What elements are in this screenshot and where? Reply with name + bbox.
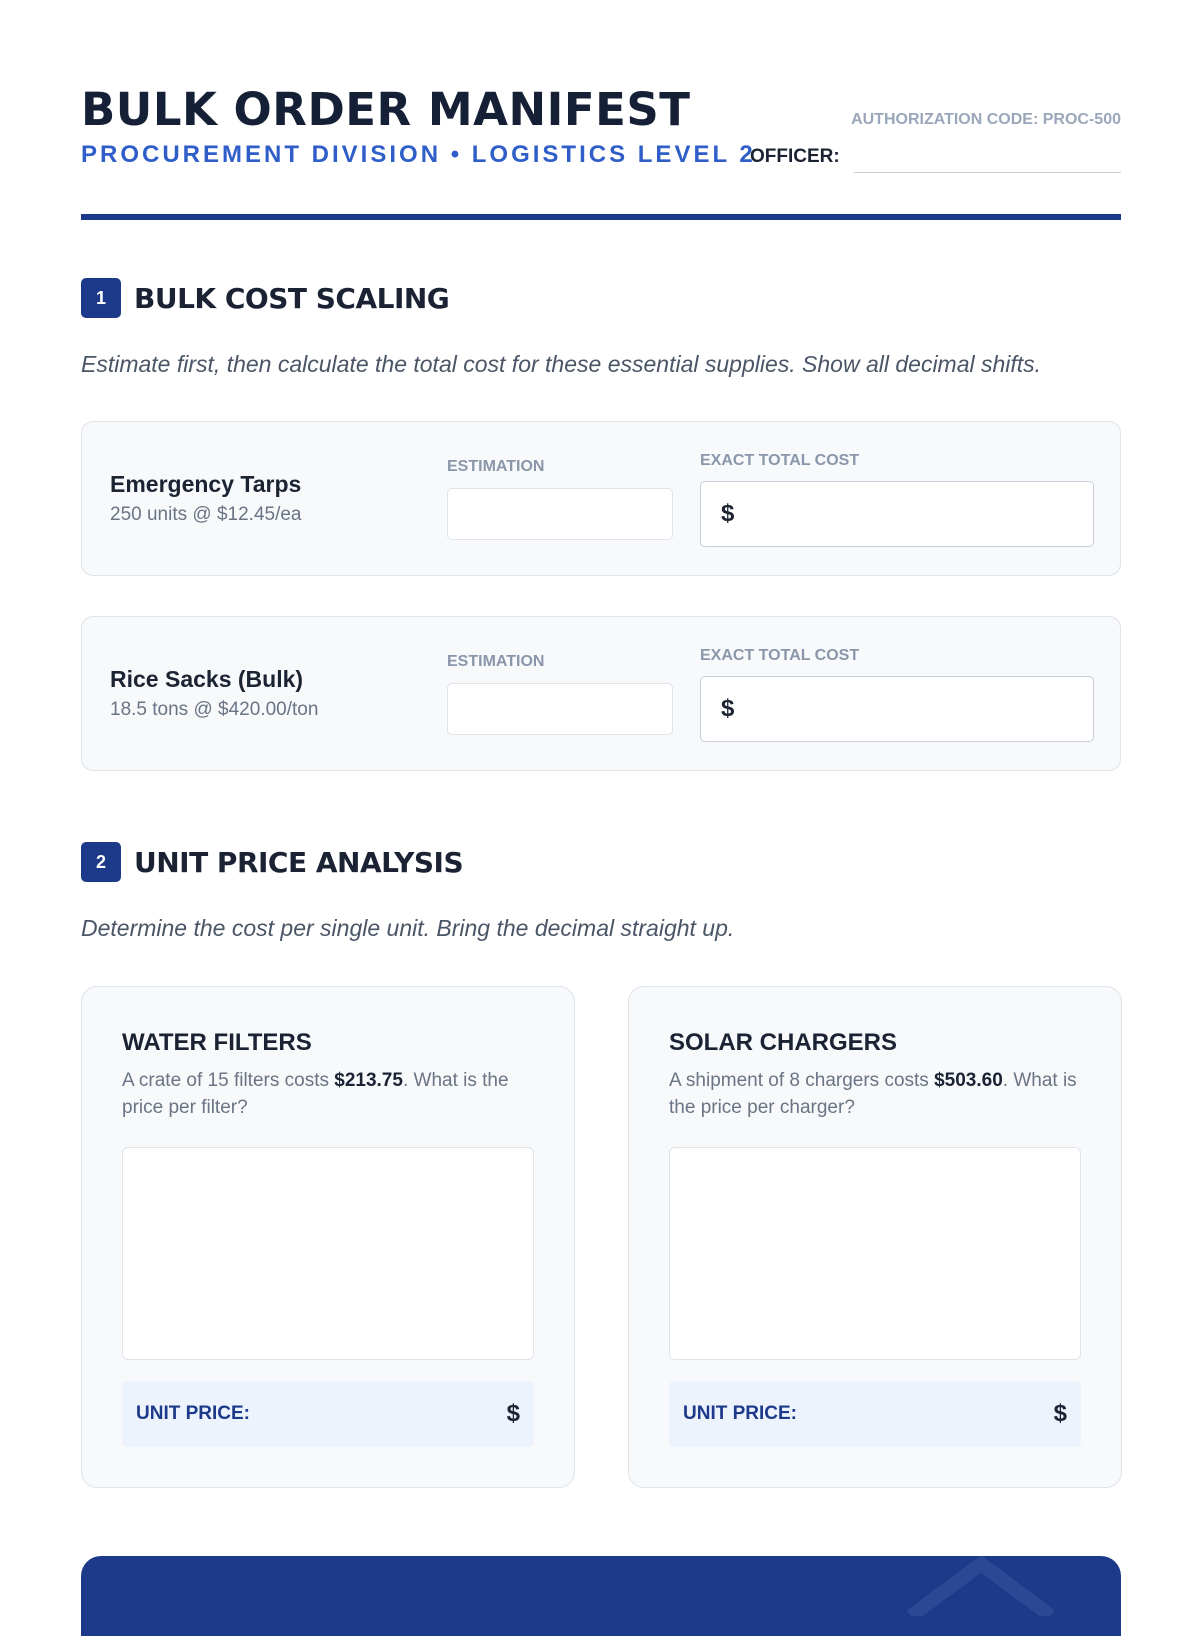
card-question: A shipment of 8 chargers costs $503.60. What is the price per charger? bbox=[669, 1070, 1077, 1118]
exact-total-input[interactable] bbox=[700, 676, 1094, 742]
page-title: BULK ORDER MANIFEST bbox=[81, 83, 691, 136]
item-detail: 18.5 tons @ $420.00/ton bbox=[110, 699, 319, 720]
estimation-input[interactable] bbox=[447, 683, 673, 735]
section-instructions: Estimate first, then calculate the total cost for these essential supplies. Show all decimal shifts. bbox=[81, 351, 1042, 377]
officer-field[interactable] bbox=[854, 172, 1121, 173]
footer-banner bbox=[81, 1556, 1121, 1636]
section-1-header bbox=[81, 278, 449, 318]
section-instructions: Determine the cost per single unit. Bring the decimal straight up. bbox=[81, 915, 735, 941]
section-number-badge: 1 bbox=[81, 278, 121, 318]
unit-price-label: UNIT PRICE: bbox=[136, 1403, 250, 1424]
unit-price-card bbox=[628, 986, 1122, 1488]
bulk-item-row bbox=[81, 616, 1121, 771]
unit-price-label: UNIT PRICE: bbox=[683, 1403, 797, 1424]
dollar-sign: $ bbox=[1053, 1400, 1067, 1427]
bulk-item-row bbox=[81, 421, 1121, 576]
estimation-input[interactable] bbox=[447, 488, 673, 540]
authorization-code: AUTHORIZATION CODE: PROC-500 bbox=[851, 111, 1121, 128]
card-question: A crate of 15 filters costs $213.75. What is the price per filter? bbox=[122, 1070, 509, 1118]
card-title: WATER FILTERS bbox=[122, 1029, 312, 1056]
card-price: $213.75 bbox=[334, 1070, 403, 1091]
exact-total-label: EXACT TOTAL COST bbox=[700, 647, 860, 664]
card-price: $503.60 bbox=[934, 1070, 1003, 1091]
section-number-badge: 2 bbox=[81, 842, 121, 882]
section-2-header bbox=[81, 842, 463, 882]
work-area[interactable] bbox=[669, 1147, 1081, 1360]
section-title: UNIT PRICE ANALYSIS bbox=[134, 845, 464, 879]
dollar-sign: $ bbox=[721, 500, 735, 527]
card-title: SOLAR CHARGERS bbox=[669, 1029, 898, 1056]
page-subtitle: PROCUREMENT DIVISION • LOGISTICS LEVEL 2 bbox=[81, 141, 756, 168]
dollar-sign: $ bbox=[506, 1400, 520, 1427]
decorative-chevron-icon bbox=[901, 1556, 1061, 1616]
item-detail: 250 units @ $12.45/ea bbox=[110, 504, 302, 525]
work-area[interactable] bbox=[122, 1147, 534, 1360]
officer-label: OFFICER: bbox=[750, 146, 840, 167]
section-title: BULK COST SCALING bbox=[134, 281, 450, 315]
dollar-sign: $ bbox=[721, 695, 735, 722]
item-name: Rice Sacks (Bulk) bbox=[110, 666, 304, 692]
unit-price-card bbox=[81, 986, 575, 1488]
estimation-label: ESTIMATION bbox=[447, 458, 545, 475]
item-name: Emergency Tarps bbox=[110, 471, 302, 497]
exact-total-input[interactable] bbox=[700, 481, 1094, 547]
unit-price-answer[interactable] bbox=[122, 1381, 534, 1447]
estimation-label: ESTIMATION bbox=[447, 653, 545, 670]
unit-price-answer[interactable] bbox=[669, 1381, 1081, 1447]
header-divider bbox=[81, 214, 1121, 220]
exact-total-label: EXACT TOTAL COST bbox=[700, 452, 860, 469]
